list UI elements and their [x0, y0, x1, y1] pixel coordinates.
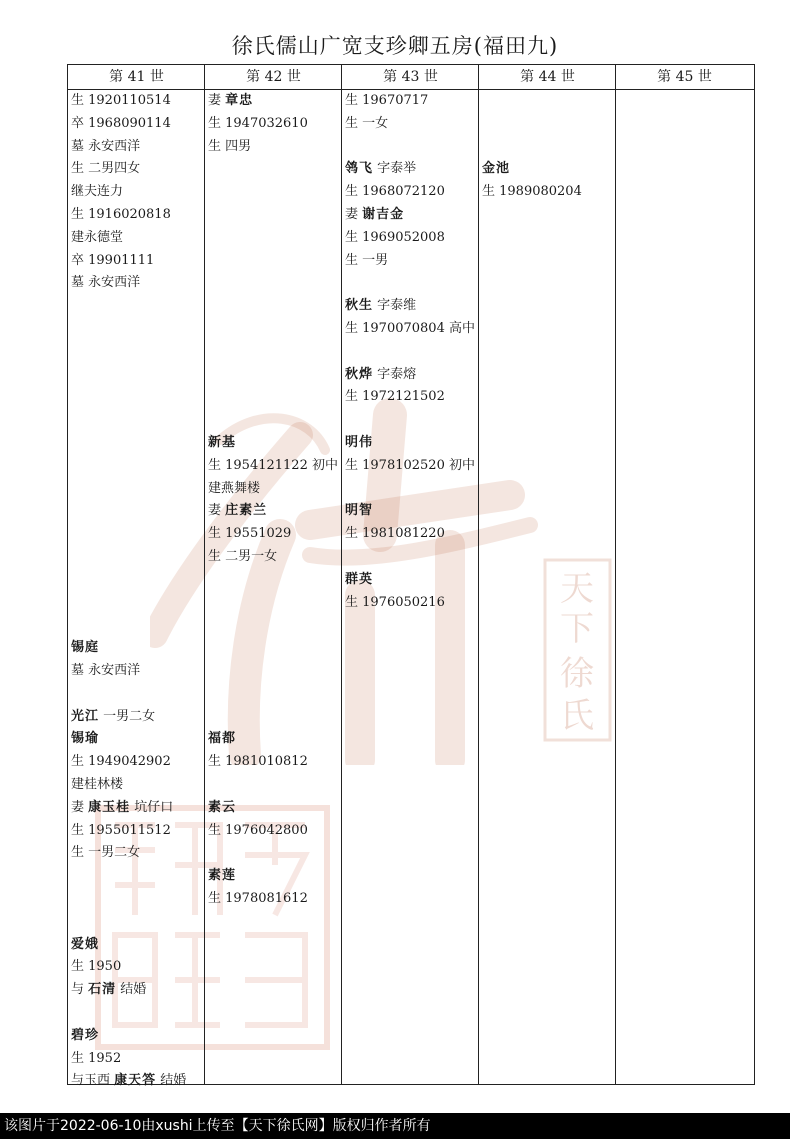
column-divider [204, 65, 205, 1084]
column-divider [478, 65, 479, 1084]
person-entry [71, 706, 173, 866]
entry-line [71, 158, 171, 181]
column-divider [341, 65, 342, 1084]
entry-line [345, 500, 445, 523]
entry-text: 建燕舞楼 [208, 480, 261, 496]
generation-header-43: 第 43 世 [383, 69, 438, 85]
entry-text: 生 1947032610 [208, 115, 308, 131]
entry-line [71, 1048, 186, 1071]
entry-line [345, 227, 445, 250]
entry-text: 墓 永安西洋 [71, 662, 141, 678]
person-name: 爱娥 [71, 936, 100, 952]
entry-line [71, 90, 171, 113]
person-entry [345, 500, 445, 546]
entry-line [71, 181, 171, 204]
person-name: 明伟 [345, 435, 374, 450]
entry-text: 建桂林楼 [71, 776, 124, 792]
generation-header-45: 第 45 世 [657, 69, 712, 85]
entry-line [71, 1070, 186, 1093]
entry-line [345, 158, 445, 181]
entry-line [345, 181, 445, 204]
entry-line [208, 751, 308, 774]
entry-text: 生 1972121502 [345, 389, 445, 405]
entry-text: 字泰熔 [373, 366, 417, 382]
person-name: 庄素兰 [225, 503, 268, 519]
person-name: 群英 [345, 571, 374, 587]
entry-line [208, 500, 338, 523]
entry-line [71, 820, 173, 843]
entry-text: 字泰举 [373, 161, 417, 177]
entry-text: 生 1970070804 高中 [345, 320, 475, 336]
entry-line [71, 979, 146, 1002]
entry-line [71, 637, 140, 660]
person-name: 福都 [208, 731, 237, 747]
entry-line [71, 136, 171, 159]
entry-line [71, 204, 171, 227]
entry-text: 生 二男一女 [208, 548, 278, 564]
person-name: 新基 [208, 435, 237, 450]
genealogy-table [67, 64, 755, 1089]
person-entry [208, 90, 308, 158]
entry-text: 与 [71, 982, 89, 998]
person-entry [345, 158, 445, 272]
entry-text: 生 1950 [71, 959, 122, 975]
entry-line [345, 250, 445, 273]
entry-line [208, 432, 338, 455]
person-entry [345, 90, 428, 136]
entry-line [71, 728, 173, 751]
entry-text: 墓 永安西洋 [71, 138, 141, 154]
entry-line [208, 113, 308, 136]
person-entry [71, 1025, 186, 1093]
entry-line [71, 751, 173, 774]
entry-line [345, 592, 445, 615]
entry-line [71, 706, 173, 729]
entry-text: 生 1978081612 [208, 890, 308, 906]
entry-text: 结婚 [156, 1073, 187, 1089]
person-name: 秋烨 [345, 366, 374, 382]
person-name: 素莲 [208, 868, 237, 884]
entry-text: 生 19670717 [345, 93, 429, 108]
watermark-char: 氏 [560, 696, 594, 736]
entry-line [208, 136, 308, 159]
person-entry [208, 728, 308, 774]
entry-text: 坑仔口 [130, 799, 174, 815]
entry-text: 生 1955011512 [71, 822, 171, 838]
entry-text: 生 1981081220 [345, 526, 445, 542]
entry-text: 妻 [71, 799, 89, 815]
entry-line [345, 432, 475, 455]
entry-line [71, 842, 173, 865]
person-name: 明智 [345, 503, 374, 519]
entry-line [345, 318, 475, 341]
entry-text: 生 一男二女 [71, 845, 141, 861]
person-entry [345, 569, 445, 615]
entry-text: 墓 永安西洋 [71, 275, 141, 291]
entry-text: 生 1968072120 [345, 184, 445, 200]
entry-line [345, 569, 445, 592]
entry-line [345, 523, 445, 546]
entry-line [345, 455, 475, 478]
entry-line [345, 364, 445, 387]
entry-text: 卒 1968090114 [71, 115, 171, 131]
entry-line [71, 660, 140, 683]
generation-header-row [68, 65, 754, 90]
entry-text: 生 1920110514 [71, 93, 171, 108]
entry-line [345, 90, 428, 113]
entry-line [208, 478, 338, 501]
person-name: 章忠 [225, 93, 254, 108]
entry-text: 生 1989080204 [482, 184, 582, 200]
entry-line [208, 797, 308, 820]
entry-line [208, 546, 338, 569]
entry-text: 生 1954121122 初中 [208, 457, 338, 473]
person-entry [71, 934, 146, 1002]
entry-line [345, 386, 445, 409]
entry-line [71, 272, 171, 295]
person-entry [71, 637, 140, 683]
person-name: 康玉桂 [88, 799, 131, 815]
entry-text: 继夫连力 [71, 184, 124, 200]
entry-text: 与玉西 [71, 1073, 115, 1089]
watermark-char: 下 [560, 609, 594, 649]
entry-line [482, 158, 582, 181]
entry-text: 生 一男 [345, 252, 389, 268]
person-name: 石清 [88, 982, 117, 998]
entry-line [208, 728, 308, 751]
entry-text: 卒 19901111 [71, 252, 155, 268]
person-entry [345, 295, 475, 341]
upload-notice-footer: 该图片于2022-06-10由xushi上传至【天下徐氏网】版权归作者所有 [0, 1113, 790, 1139]
entry-text: 生 1978102520 初中 [345, 457, 475, 473]
person-name: 金池 [482, 161, 511, 177]
entry-text: 结婚 [116, 982, 147, 998]
entry-line [208, 523, 338, 546]
person-name: 锡瑜 [71, 731, 100, 747]
entry-text: 字泰维 [373, 298, 417, 314]
person-name: 鸰飞 [345, 161, 374, 177]
person-entry [345, 364, 445, 410]
entry-line [71, 113, 171, 136]
page-title: 徐氏儒山广宽支珍卿五房(福田九) [231, 34, 559, 58]
entry-text: 妻 [208, 503, 226, 519]
person-entry [208, 865, 308, 911]
generation-header-42: 第 42 世 [246, 69, 301, 85]
entry-text: 生 1976042800 [208, 822, 308, 838]
entry-line [71, 934, 146, 957]
person-name: 锡庭 [71, 640, 100, 656]
entry-text: 妻 [208, 93, 226, 108]
entry-line [208, 865, 308, 888]
generation-header-41: 第 41 世 [109, 69, 164, 85]
entry-text: 生 二男四女 [71, 161, 141, 177]
entry-text: 生 1952 [71, 1050, 122, 1066]
generation-header-44: 第 44 世 [520, 69, 575, 85]
entry-text: 生 1949042902 [71, 754, 171, 770]
entry-text: 生 四男 [208, 138, 252, 154]
entry-text: 生 1916020818 [71, 206, 171, 222]
entry-line [71, 797, 173, 820]
entry-line [345, 295, 475, 318]
person-entry [482, 158, 582, 204]
entry-line [71, 1025, 186, 1048]
person-entry [71, 90, 171, 295]
entry-line [208, 888, 308, 911]
entry-text: 生 一女 [345, 115, 389, 131]
entry-text: 一男二女 [99, 708, 156, 724]
person-entry [345, 432, 475, 478]
entry-text: 生 1976050216 [345, 594, 445, 610]
entry-line [71, 774, 173, 797]
watermark-char: 天 [560, 569, 594, 609]
entry-line [208, 90, 308, 113]
entry-line [345, 204, 445, 227]
person-name: 康天答 [114, 1073, 157, 1089]
person-name: 素云 [208, 799, 237, 815]
person-name: 光江 [71, 708, 100, 724]
person-name: 碧珍 [71, 1027, 100, 1043]
entry-line [71, 227, 171, 250]
person-entry [208, 797, 308, 843]
entry-text: 生 19551029 [208, 526, 292, 542]
entry-line [71, 956, 146, 979]
entry-text: 建永德堂 [71, 229, 124, 245]
person-name: 秋生 [345, 298, 374, 314]
entry-text: 生 1981010812 [208, 754, 308, 770]
entry-line [208, 820, 308, 843]
entry-line [345, 113, 428, 136]
entry-text: 生 1969052008 [345, 229, 445, 245]
column-divider [615, 65, 616, 1084]
entry-line [482, 181, 582, 204]
person-name: 谢吉金 [362, 206, 405, 222]
entry-line [71, 250, 171, 273]
entry-text: 妻 [345, 206, 363, 222]
person-entry [208, 432, 338, 569]
watermark-char: 徐 [560, 654, 594, 694]
entry-line [208, 455, 338, 478]
